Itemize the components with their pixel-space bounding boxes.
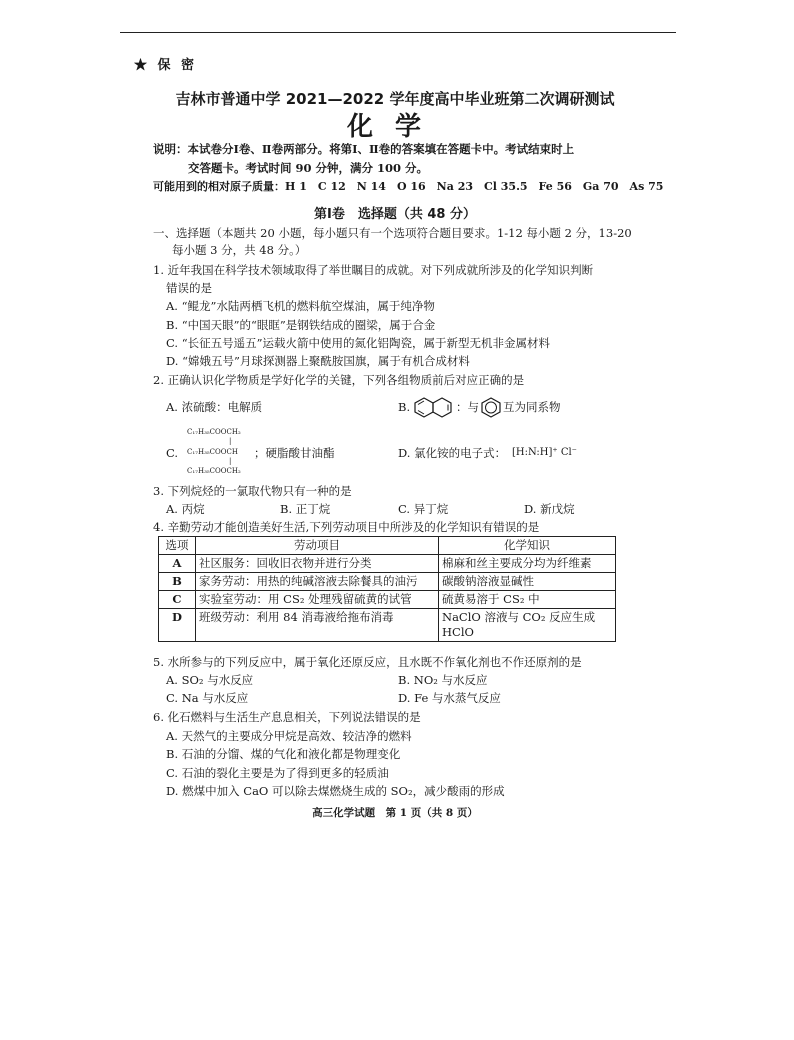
exam-title: 吉林市普通中学 2021—2022 学年度高中毕业班第二次调研测试 <box>175 90 615 108</box>
top-rule <box>120 32 676 33</box>
q1-option-c: C. “长征五号遥五”运载火箭中使用的氮化铝陶瓷，属于新型无机非金属材料 <box>166 336 550 350</box>
q6-option-b: B. 石油的分馏、煤的气化和液化都是物理变化 <box>166 747 401 761</box>
table-row <box>159 609 616 642</box>
q4-table <box>158 536 616 642</box>
q3-stem: 3. 下列烷烃的一氯取代物只有一种的是 <box>153 484 352 498</box>
page-footer: 高三化学试题 第 1 页（共 8 页） <box>312 807 478 819</box>
naphthalene-structure-icon <box>414 396 454 418</box>
table-row <box>159 573 616 591</box>
q4-table-header-row <box>159 537 616 555</box>
benzene-structure-icon <box>480 396 502 418</box>
section1-intro-line1: 一、选择题（本题共 20 小题，每小题只有一个选项符合题目要求。1-12 每小题 2 分，13-20 <box>153 226 632 240</box>
q4-row-option: C <box>159 591 196 609</box>
q3-option-a: A. 丙烷 <box>166 502 205 516</box>
q4-row-item: 班级劳动：利用 84 消毒液给拖布消毒 <box>196 609 439 642</box>
q2-option-c-prefix: C. <box>166 446 179 460</box>
q4-stem: 4. 辛勤劳动才能创造美好生活,下列劳动项目中所涉及的化学知识有错误的是 <box>153 520 540 534</box>
q2-option-d-formula: [H:N:H]⁺ Cl⁻ <box>512 447 577 458</box>
q6-option-d: D. 燃煤中加入 CaO 可以除去煤燃烧生成的 SO₂，减少酸雨的形成 <box>166 784 505 798</box>
secret-mark: ★ 保 密 <box>134 58 198 73</box>
q2-option-b-suffix: 互为同系物 <box>503 400 561 414</box>
q4-row-option: A <box>159 555 196 573</box>
q4-row-knowledge: 棉麻和丝主要成分均为纤维素 <box>439 555 616 573</box>
q2-c-bond1: | <box>229 437 232 445</box>
q6-option-a: A. 天然气的主要成分甲烷是高效、较洁净的燃料 <box>166 729 412 743</box>
q5-option-c: C. Na 与水反应 <box>166 691 249 705</box>
q2-c-bond2: | <box>229 457 232 465</box>
q2-c-struct-line1: C₁₇H₃₅COOCH₂ <box>187 428 241 436</box>
section1-intro-line2: 每小题 3 分，共 48 分。） <box>172 243 307 257</box>
subject-title: 化学 <box>346 112 443 142</box>
q4-row-item: 社区服务：回收旧衣物并进行分类 <box>196 555 439 573</box>
q4-row-option: B <box>159 573 196 591</box>
q1-stem-line1: 1. 近年我国在科学技术领域取得了举世瞩目的成就。对下列成就所涉及的化学知识判断 <box>153 263 594 277</box>
q4-row-knowledge: 碳酸钠溶液显碱性 <box>439 573 616 591</box>
q6-stem: 6. 化石燃料与生活生产息息相关，下列说法错误的是 <box>153 710 421 724</box>
q5-option-a: A. SO₂ 与水反应 <box>166 673 254 687</box>
q2-option-d-prefix: D. 氯化铵的电子式： <box>398 446 507 460</box>
q4-row-knowledge: 硫黄易溶于 CS₂ 中 <box>439 591 616 609</box>
atomic-masses: 可能用到的相对原子质量：H 1 C 12 N 14 O 16 Na 23 Cl 35.5 Fe 56 Ga 70 As 75 <box>153 180 664 193</box>
table-row <box>159 555 616 573</box>
q1-option-a: A. “鲲龙”水陆两栖飞机的燃料航空煤油，属于纯净物 <box>166 299 435 313</box>
q2-c-struct-line3: C₁₇H₃₅COOCH₂ <box>187 467 241 475</box>
q3-option-d: D. 新戊烷 <box>524 502 575 516</box>
table-row <box>159 591 616 609</box>
q2-option-b-mid: ：与 <box>456 400 479 414</box>
q4-header-knowledge: 化学知识 <box>439 537 616 555</box>
q2-option-c-suffix: ；硬脂酸甘油酯 <box>254 446 335 460</box>
q5-option-b: B. NO₂ 与水反应 <box>398 673 488 687</box>
q3-option-b: B. 正丁烷 <box>280 502 331 516</box>
q1-stem-line2: 错误的是 <box>166 281 212 295</box>
q4-header-option: 选项 <box>159 537 196 555</box>
instructions-line1: 说明：本试卷分Ⅰ卷、Ⅱ卷两部分。将第Ⅰ、Ⅱ卷的答案填在答题卡中。考试结束时上 <box>153 142 575 156</box>
instructions-line2: 交答题卡。考试时间 90 分钟，满分 100 分。 <box>188 161 429 175</box>
q4-row-item: 实验室劳动：用 CS₂ 处理残留硫黄的试管 <box>196 591 439 609</box>
q2-c-struct-line2: C₁₇H₃₅COOCH <box>187 448 238 456</box>
q2-stem: 2. 正确认识化学物质是学好化学的关键，下列各组物质前后对应正确的是 <box>153 373 525 387</box>
q4-header-item: 劳动项目 <box>196 537 439 555</box>
q6-option-c: C. 石油的裂化主要是为了得到更多的轻质油 <box>166 766 389 780</box>
q2-option-a: A. 浓硫酸：电解质 <box>166 400 263 414</box>
q1-option-b: B. “中国天眼”的“眼眶”是钢铁结成的圈梁，属于合金 <box>166 318 436 332</box>
q5-option-d: D. Fe 与水蒸气反应 <box>398 691 501 705</box>
section1-title: 第Ⅰ卷 选择题（共 48 分） <box>314 207 476 222</box>
q3-option-c: C. 异丁烷 <box>398 502 449 516</box>
q2-option-b-prefix: B. <box>398 400 411 414</box>
q4-row-knowledge: NaClO 溶液与 CO₂ 反应生成 HClO <box>439 609 616 642</box>
q1-option-d: D. “嫦娥五号”月球探测器上聚酰胺国旗，属于有机合成材料 <box>166 354 470 368</box>
q5-stem: 5. 水所参与的下列反应中，属于氧化还原反应，且水既不作氧化剂也不作还原剂的是 <box>153 655 582 669</box>
q4-row-item: 家务劳动：用热的纯碱溶液去除餐具的油污 <box>196 573 439 591</box>
q4-row-option: D <box>159 609 196 642</box>
